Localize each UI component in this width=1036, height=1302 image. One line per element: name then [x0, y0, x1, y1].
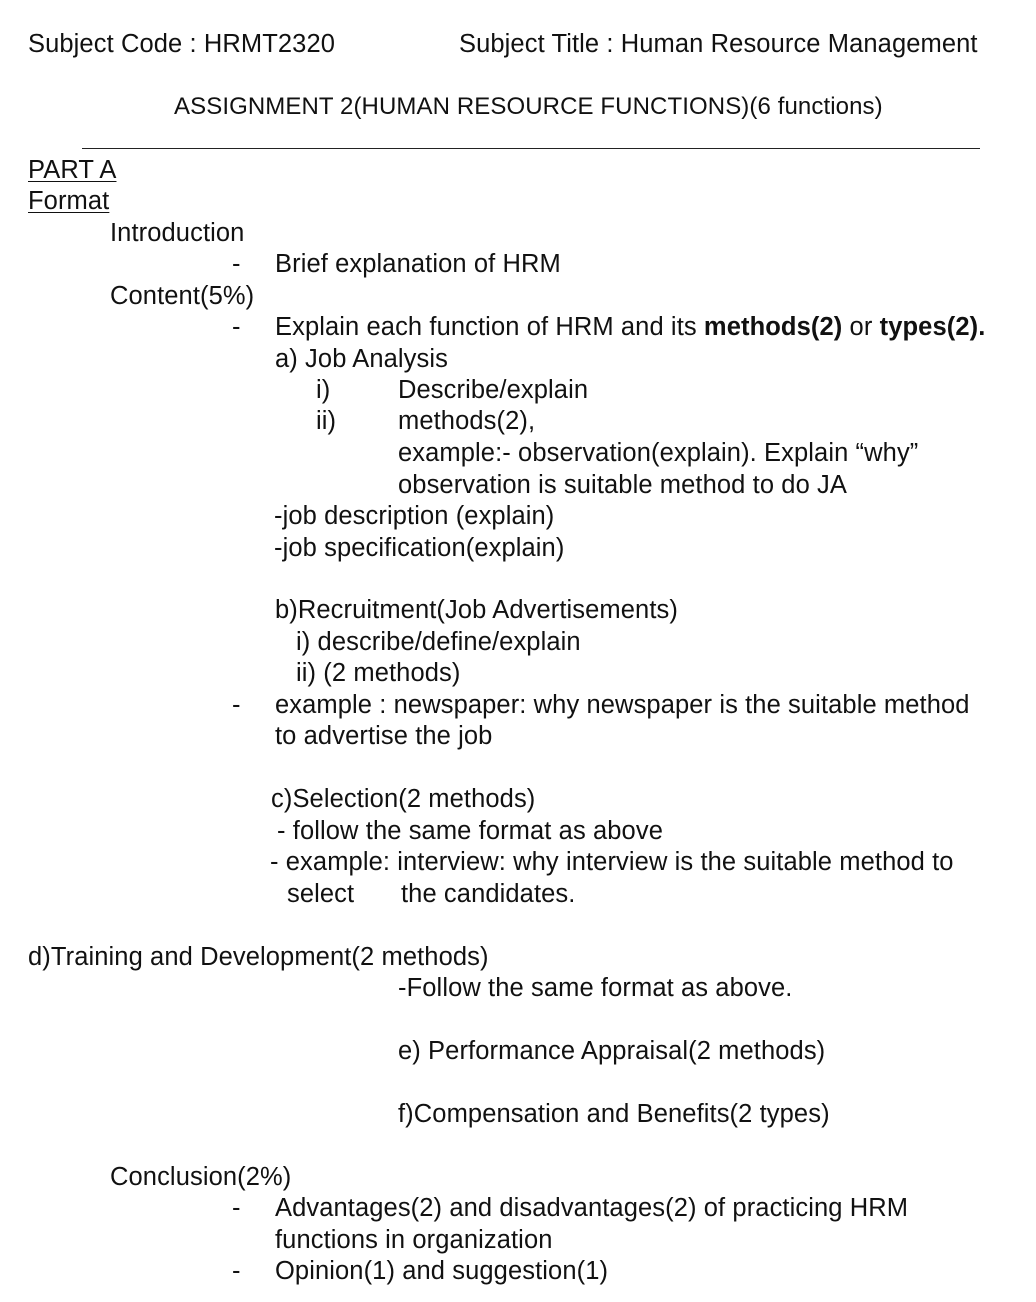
selection-example-candidates: the candidates.	[401, 880, 576, 908]
appraisal-title: e) Performance Appraisal(2 methods)	[398, 1037, 826, 1065]
training-title: d)Training and Development(2 methods)	[28, 943, 489, 971]
content-intro-or: or	[842, 313, 880, 341]
job-analysis-ii-text: methods(2),	[398, 407, 536, 435]
job-analysis-i-marker: i)	[316, 376, 331, 404]
conclusion-heading: Conclusion(2%)	[110, 1163, 292, 1191]
training-follow: -Follow the same format as above.	[398, 974, 793, 1002]
conclusion-bullet-1: -	[232, 1194, 241, 1222]
part-label: PART A	[28, 156, 117, 184]
subject-code: Subject Code : HRMT2320	[28, 30, 336, 58]
selection-example-line1: - example: interview: why interview is the suitable method to	[270, 848, 954, 876]
recruitment-bullet: -	[232, 691, 241, 719]
conclusion-bullet-2: -	[232, 1257, 241, 1285]
job-analysis-example-line2: observation is suitable method to do JA	[398, 471, 847, 499]
recruitment-title: b)Recruitment(Job Advertisements)	[275, 596, 678, 624]
job-analysis-i-text: Describe/explain	[398, 376, 589, 404]
job-specification-item: -job specification(explain)	[274, 534, 565, 562]
introduction-heading: Introduction	[110, 219, 245, 247]
recruitment-ii: ii) (2 methods)	[296, 659, 461, 687]
subject-title: Subject Title : Human Resource Management	[459, 30, 978, 58]
compensation-title: f)Compensation and Benefits(2 types)	[398, 1100, 830, 1128]
content-intro-types: types(2).	[879, 313, 986, 341]
content-intro-pre: Explain each function of HRM and its	[275, 313, 704, 341]
format-label: Format	[28, 187, 110, 215]
job-analysis-ii-marker: ii)	[316, 407, 337, 435]
selection-example-select: select	[287, 880, 355, 908]
job-analysis-title: a) Job Analysis	[275, 345, 449, 373]
assignment-title: ASSIGNMENT 2(HUMAN RESOURCE FUNCTIONS)(6 functions)	[174, 93, 883, 120]
content-heading: Content(5%)	[110, 282, 255, 310]
conclusion-item2: Opinion(1) and suggestion(1)	[275, 1257, 609, 1285]
recruitment-example-line2: to advertise the job	[275, 722, 493, 750]
job-description-item: -job description (explain)	[274, 502, 555, 530]
content-intro-methods: methods(2)	[703, 313, 843, 341]
selection-follow: - follow the same format as above	[277, 817, 663, 845]
content-intro	[275, 311, 985, 343]
selection-title: c)Selection(2 methods)	[271, 785, 536, 813]
job-analysis-example-line1: example:- observation(explain). Explain “why”	[398, 439, 919, 467]
recruitment-example-line1: example : newspaper: why newspaper is the suitable method	[275, 691, 970, 719]
recruitment-i: i) describe/define/explain	[296, 628, 581, 656]
conclusion-item1-line1: Advantages(2) and disadvantages(2) of practicing HRM	[275, 1194, 909, 1222]
header-divider	[82, 148, 980, 149]
conclusion-item1-line2: functions in organization	[275, 1226, 553, 1254]
introduction-item: Brief explanation of HRM	[275, 250, 561, 278]
content-bullet: -	[232, 313, 241, 341]
introduction-bullet: -	[232, 250, 241, 278]
